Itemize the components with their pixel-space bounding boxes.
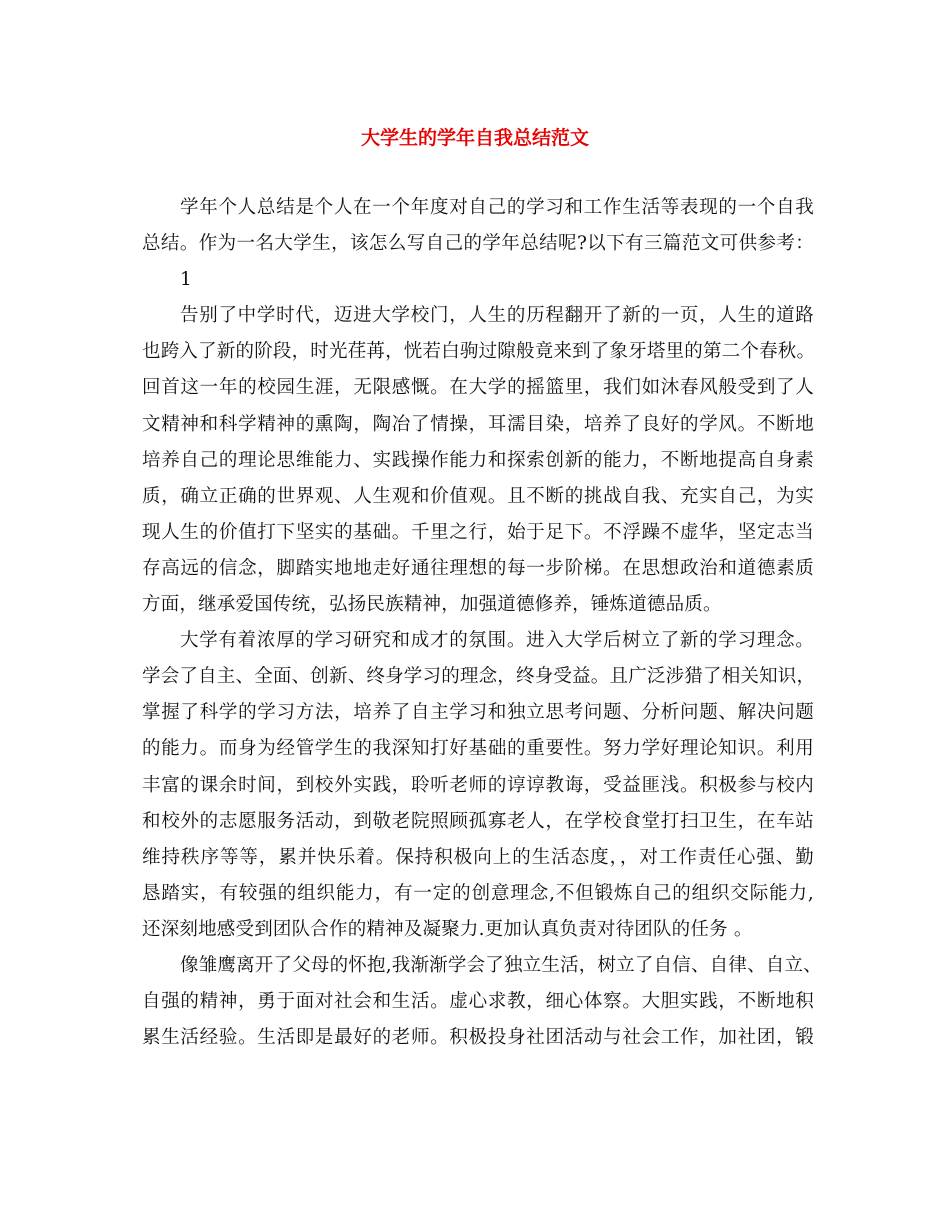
body-line: 学会了自主、全面、创新、终身学习的理念，终身受益。且广泛涉猎了相关知识， [142,666,816,688]
body-line: 学年个人总结是个人在一个年度对自己的学习和工作生活等表现的一个自我 [180,197,814,218]
body-line: 存高远的信念，脚踏实地地走好通往理想的每一步阶梯。在思想政治和道德素质 [142,557,814,579]
body-line: 培养自己的理论思维能力、实践操作能力和探索创新的能力，不断地提高自身素 [142,449,814,471]
body-line: 和校外的志愿服务活动，到敬老院照顾孤寡老人，在学校食堂打扫卫生，在车站 [142,810,814,832]
body-line: 丰富的课余时间，到校外实践，聆听老师的谆谆教诲，受益匪浅。积极参与校内 [142,774,814,796]
body-line: 文精神和科学精神的熏陶，陶冶了情操，耳濡目染，培养了良好的学风。不断地 [142,413,814,435]
body-line: 大学有着浓厚的学习研究和成才的氛围。进入大学后树立了新的学习理念。 [180,630,814,652]
body-line: 告别了中学时代，迈进大学校门，人生的历程翻开了新的一页，人生的道路 [180,305,814,327]
body-line: 质，确立正确的世界观、人生观和价值观。且不断的挑战自我、充实自己，为实 [142,485,814,507]
body-line: 现人生的价值打下坚实的基础。千里之行，始于足下。不浮躁不虚华，坚定志当 [142,521,814,543]
body-line: 也跨入了新的阶段，时光荏苒，恍若白驹过隙般竟来到了象牙塔里的第二个春秋。 [142,341,816,363]
body-line: 像雏鹰离开了父母的怀抱,我渐渐学会了独立生活，树立了自信、自律、自立、 [180,954,822,976]
body-line: 方面，继承爱国传统，弘扬民族精神，加强道德修养，锤炼道德品质。 [142,594,722,616]
body-line: 累生活经验。生活即是最好的老师。积极投身社团活动与社会工作，加社团，锻 [142,1027,814,1049]
document-title: 大学生的学年自我总结范文 [360,127,589,149]
body-line: 掌握了科学的学习方法，培养了自主学习和独立思考问题、分析问题、解决问题 [142,702,814,724]
body-line: 自强的精神，勇于面对社会和生活。虚心求教，细心体察。大胆实践，不断地积 [142,991,814,1013]
body-line: 维持秩序等等，累并快乐着。保持积极向上的生活态度，，对工作责任心强、勤 [142,846,814,868]
body-line: 还深刻地感受到团队合作的精神及凝聚力.更加认真负责对待团队的任务 。 [142,918,753,940]
body-line: 恳踏实，有较强的组织能力，有一定的创意理念,不但锻炼自己的组织交际能力, [142,882,814,904]
body-line: 总结。作为一名大学生，该怎么写自己的学年总结呢?以下有三篇范文可供参考： [142,233,814,255]
body-line: 1 [180,269,192,291]
body-line: 的能力。而身为经管学生的我深知打好基础的重要性。努力学好理论知识。利用 [142,738,814,760]
body-line: 回首这一年的校园生涯，无限感慨。在大学的摇篮里，我们如沐春风般受到了人 [142,377,814,399]
document-body [142,190,822,1056]
